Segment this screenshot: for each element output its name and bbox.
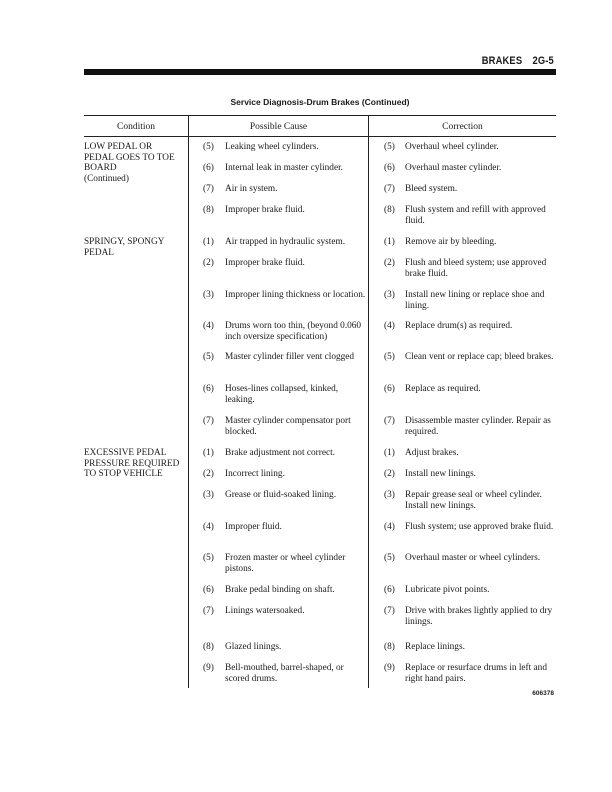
column-header-condition: Condition [116,122,155,132]
cause-number: (8) [203,642,214,652]
possible-cause: Master cylinder filler vent clogged [225,352,355,362]
correction-number: (8) [384,205,395,215]
correction-number: (4) [384,321,395,331]
possible-cause: Drums worn too thin, (beyond 0.060 inch oversize specification) [225,321,362,342]
correction: Bleed system. [405,184,458,194]
correction: Replace as required. [405,384,481,394]
correction-number: (7) [384,184,395,194]
correction-number: (6) [384,585,395,595]
condition-label: LOW PEDAL OR PEDAL GOES TO TOE BOARD [84,142,175,173]
condition-label: EXCESSIVE PEDAL PRESSURE REQUIRED TO STOP VEHICLE [84,448,180,479]
possible-cause: Linings watersoaked. [225,606,305,616]
correction-number: (5) [384,553,395,563]
correction-number: (1) [384,237,395,247]
correction: Clean vent or replace cap; bleed brakes. [405,352,554,362]
correction: Drive with brakes lightly applied to dry linings. [405,606,553,627]
cause-number: (3) [203,290,214,300]
cause-number: (1) [203,237,214,247]
correction: Flush and bleed system; use approved brake fluid. [405,258,547,279]
column-divider [188,116,189,688]
possible-cause: Improper brake fluid. [225,205,305,215]
cause-number: (7) [203,184,214,194]
correction-number: (7) [384,416,395,426]
condition-cell [84,448,184,480]
table-title: Service Diagnosis-Drum Brakes (Continued) [230,97,410,107]
cause-number: (6) [203,384,214,394]
cause-number: (6) [203,585,214,595]
correction: Lubricate pivot points. [405,585,490,595]
correction-number: (4) [384,522,395,532]
correction-number: (2) [384,258,395,268]
section-name: BRAKES [481,55,523,67]
condition-note: (Continued) [84,173,129,184]
correction-number: (2) [384,469,395,479]
cause-number: (4) [203,522,214,532]
cause-number: (3) [203,490,214,500]
running-header [482,55,554,67]
correction: Overhaul master or wheel cylinders. [405,553,541,563]
cause-number: (8) [203,205,214,215]
cause-number: (2) [203,469,214,479]
cause-number: (5) [203,142,214,152]
cause-number: (7) [203,416,214,426]
correction-number: (6) [384,163,395,173]
possible-cause: Internal leak in master cylinder. [225,163,343,173]
possible-cause: Grease or fluid-soaked lining. [225,490,337,500]
correction: Flush system and refill with approved fluid. [405,205,546,226]
correction-number: (3) [384,490,395,500]
possible-cause: Brake pedal binding on shaft. [225,585,335,595]
cause-number: (2) [203,258,214,268]
correction-number: (5) [384,142,395,152]
cause-number: (4) [203,321,214,331]
header-bottom-rule [84,136,556,137]
correction: Overhaul master cylinder. [405,163,502,173]
correction: Overhaul wheel cylinder. [405,142,499,152]
condition-cell [84,142,184,184]
possible-cause: Improper brake fluid. [225,258,305,268]
possible-cause: Brake adjustment not correct. [225,448,335,458]
possible-cause: Master cylinder compensator port blocked. [225,416,351,437]
condition-label: SPRINGY, SPONGY PEDAL [84,237,165,258]
possible-cause: Improper fluid. [225,522,282,532]
possible-cause: Air in system. [225,184,278,194]
cause-number: (9) [203,663,214,673]
header-rule [84,69,556,75]
correction: Install new linings. [405,469,477,479]
correction-number: (7) [384,606,395,616]
possible-cause: Glazed linings. [225,642,282,652]
cause-number: (1) [203,448,214,458]
possible-cause: Frozen master or wheel cylinder pistons. [225,553,346,574]
correction: Replace drum(s) as required. [405,321,513,331]
cause-number: (5) [203,553,214,563]
figure-code: 606378 [532,690,554,697]
correction: Replace linings. [405,642,465,652]
correction: Remove air by bleeding. [405,237,497,247]
correction: Adjust brakes. [405,448,459,458]
column-header-cause: Possible Cause [249,122,308,132]
correction: Install new lining or replace shoe and lining. [405,290,545,311]
correction-number: (9) [384,663,395,673]
cause-number: (6) [203,163,214,173]
correction: Replace or resurface drums in left and right hand pairs. [405,663,547,684]
possible-cause: Air trapped in hydraulic system. [225,237,346,247]
column-header-correction: Correction [442,122,483,132]
possible-cause: Bell-mouthed, barrel-shaped, or scored drums. [225,663,344,684]
possible-cause: Improper lining thickness or location. [225,290,366,300]
possible-cause: Leaking wheel cylinders. [225,142,319,152]
correction-number: (8) [384,642,395,652]
cause-number: (5) [203,352,214,362]
correction: Disassemble master cylinder. Repair as required. [405,416,551,437]
correction-number: (6) [384,384,395,394]
correction-number: (5) [384,352,395,362]
correction: Repair grease seal or wheel cylinder. Install new linings. [405,490,542,511]
page-number: 2G-5 [532,55,554,67]
correction-number: (3) [384,290,395,300]
possible-cause: Incorrect lining. [225,469,285,479]
possible-cause: Hoses-lines collapsed, kinked, leaking. [225,384,339,405]
correction: Flush system; use approved brake fluid. [405,522,554,532]
cause-number: (7) [203,606,214,616]
condition-cell [84,237,184,258]
table-top-rule [84,115,556,116]
correction-number: (1) [384,448,395,458]
